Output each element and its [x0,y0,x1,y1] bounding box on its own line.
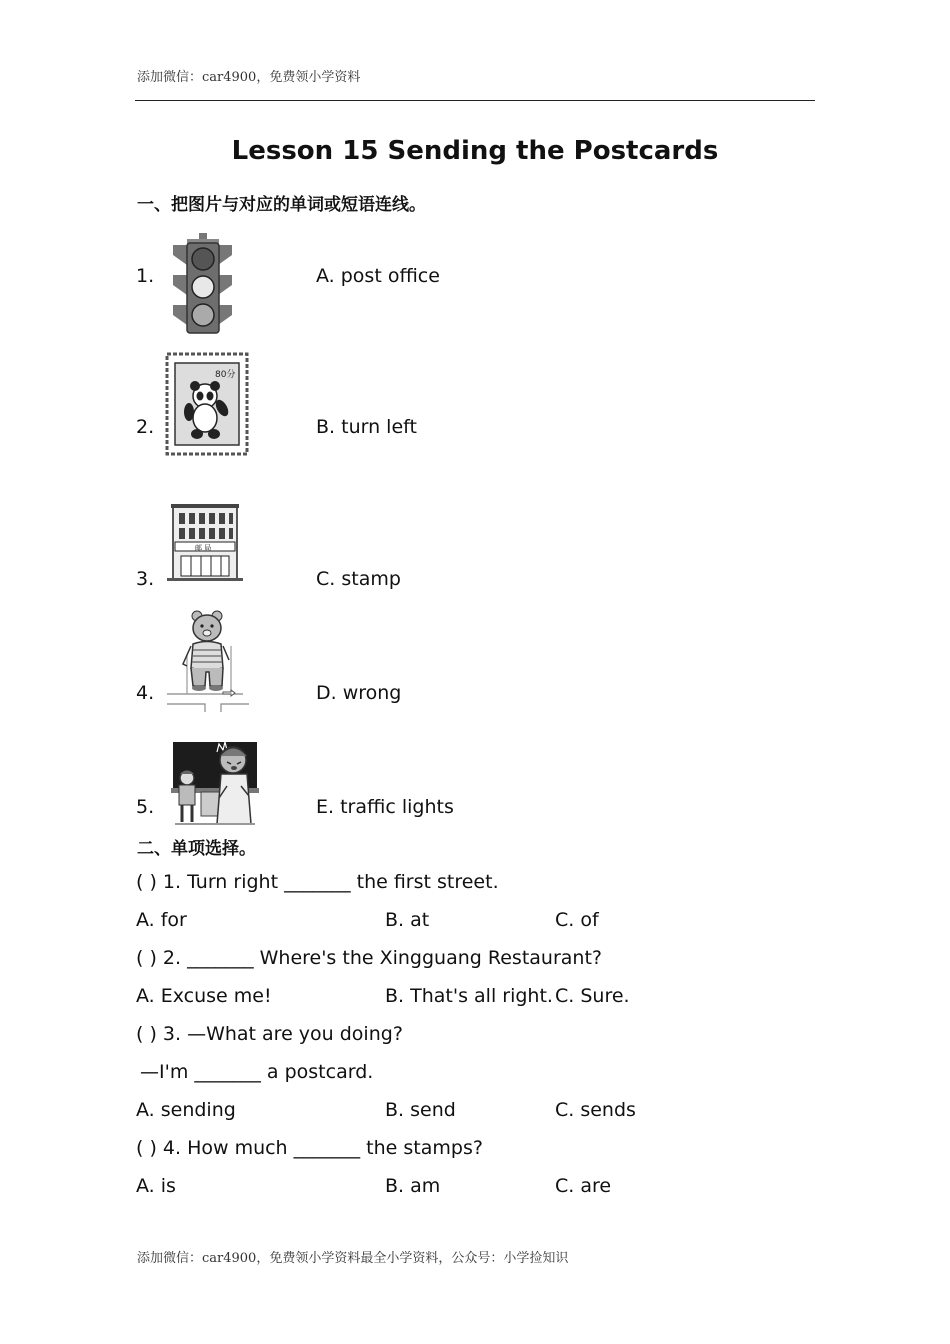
question-1-option-a: A. for [136,909,187,931]
item-number-1: 1. [136,265,155,287]
question-4-stem: ( ) 4. How much _______ the stamps? [136,1137,483,1159]
question-2-option-b: B. That's all right. [385,985,553,1007]
question-4-option-b: B. am [385,1175,441,1197]
question-3-option-c: C. sends [555,1099,636,1121]
panda-stamp-icon [165,352,249,456]
turn-left-icon [165,606,251,712]
footer-note: 添加微信：car4900，免费领小学资料最全小学资料，公众号：小学捡知识 [137,1251,569,1266]
match-option-d: D. wrong [316,682,402,704]
section1-heading: 一、把图片与对应的单词或短语连线。 [137,195,426,215]
item-number-5: 5. [136,796,155,818]
question-3-option-b: B. send [385,1099,456,1121]
question-3-stem: ( ) 3. —What are you doing? [136,1023,403,1045]
post-office-sign: 邮 局 [195,544,212,552]
wrong-icon [165,734,261,830]
question-2-option-c: C. Sure. [555,985,630,1007]
section2-heading: 二、单项选择。 [137,839,256,859]
item-number-4: 4. [136,682,155,704]
question-2-stem: ( ) 2. _______ Where's the Xingguang Restaurant? [136,947,602,969]
post-office-icon [165,500,247,584]
page-title: Lesson 15 Sending the Postcards [231,136,719,166]
question-1-stem: ( ) 1. Turn right _______ the first street. [136,871,499,893]
header-note: 添加微信：car4900，免费领小学资料 [137,70,361,85]
item-number-2: 2. [136,416,155,438]
question-4-option-c: C. are [555,1175,612,1197]
question-2-option-a: A. Excuse me! [136,985,272,1007]
item-number-3: 3. [136,568,155,590]
stamp-value: 80分 [215,370,236,380]
match-option-e: E. traffic lights [316,796,454,818]
question-3-option-a: A. sending [136,1099,236,1121]
question-1-option-c: C. of [555,909,599,931]
question-1-option-b: B. at [385,909,430,931]
match-option-a: A. post office [316,265,440,287]
match-option-c: C. stamp [316,568,401,590]
header-divider [135,100,815,101]
traffic-lights-icon [165,231,240,335]
question-3-line2: —I'm _______ a postcard. [140,1061,374,1083]
question-4-option-a: A. is [136,1175,176,1197]
match-option-b: B. turn left [316,416,417,438]
